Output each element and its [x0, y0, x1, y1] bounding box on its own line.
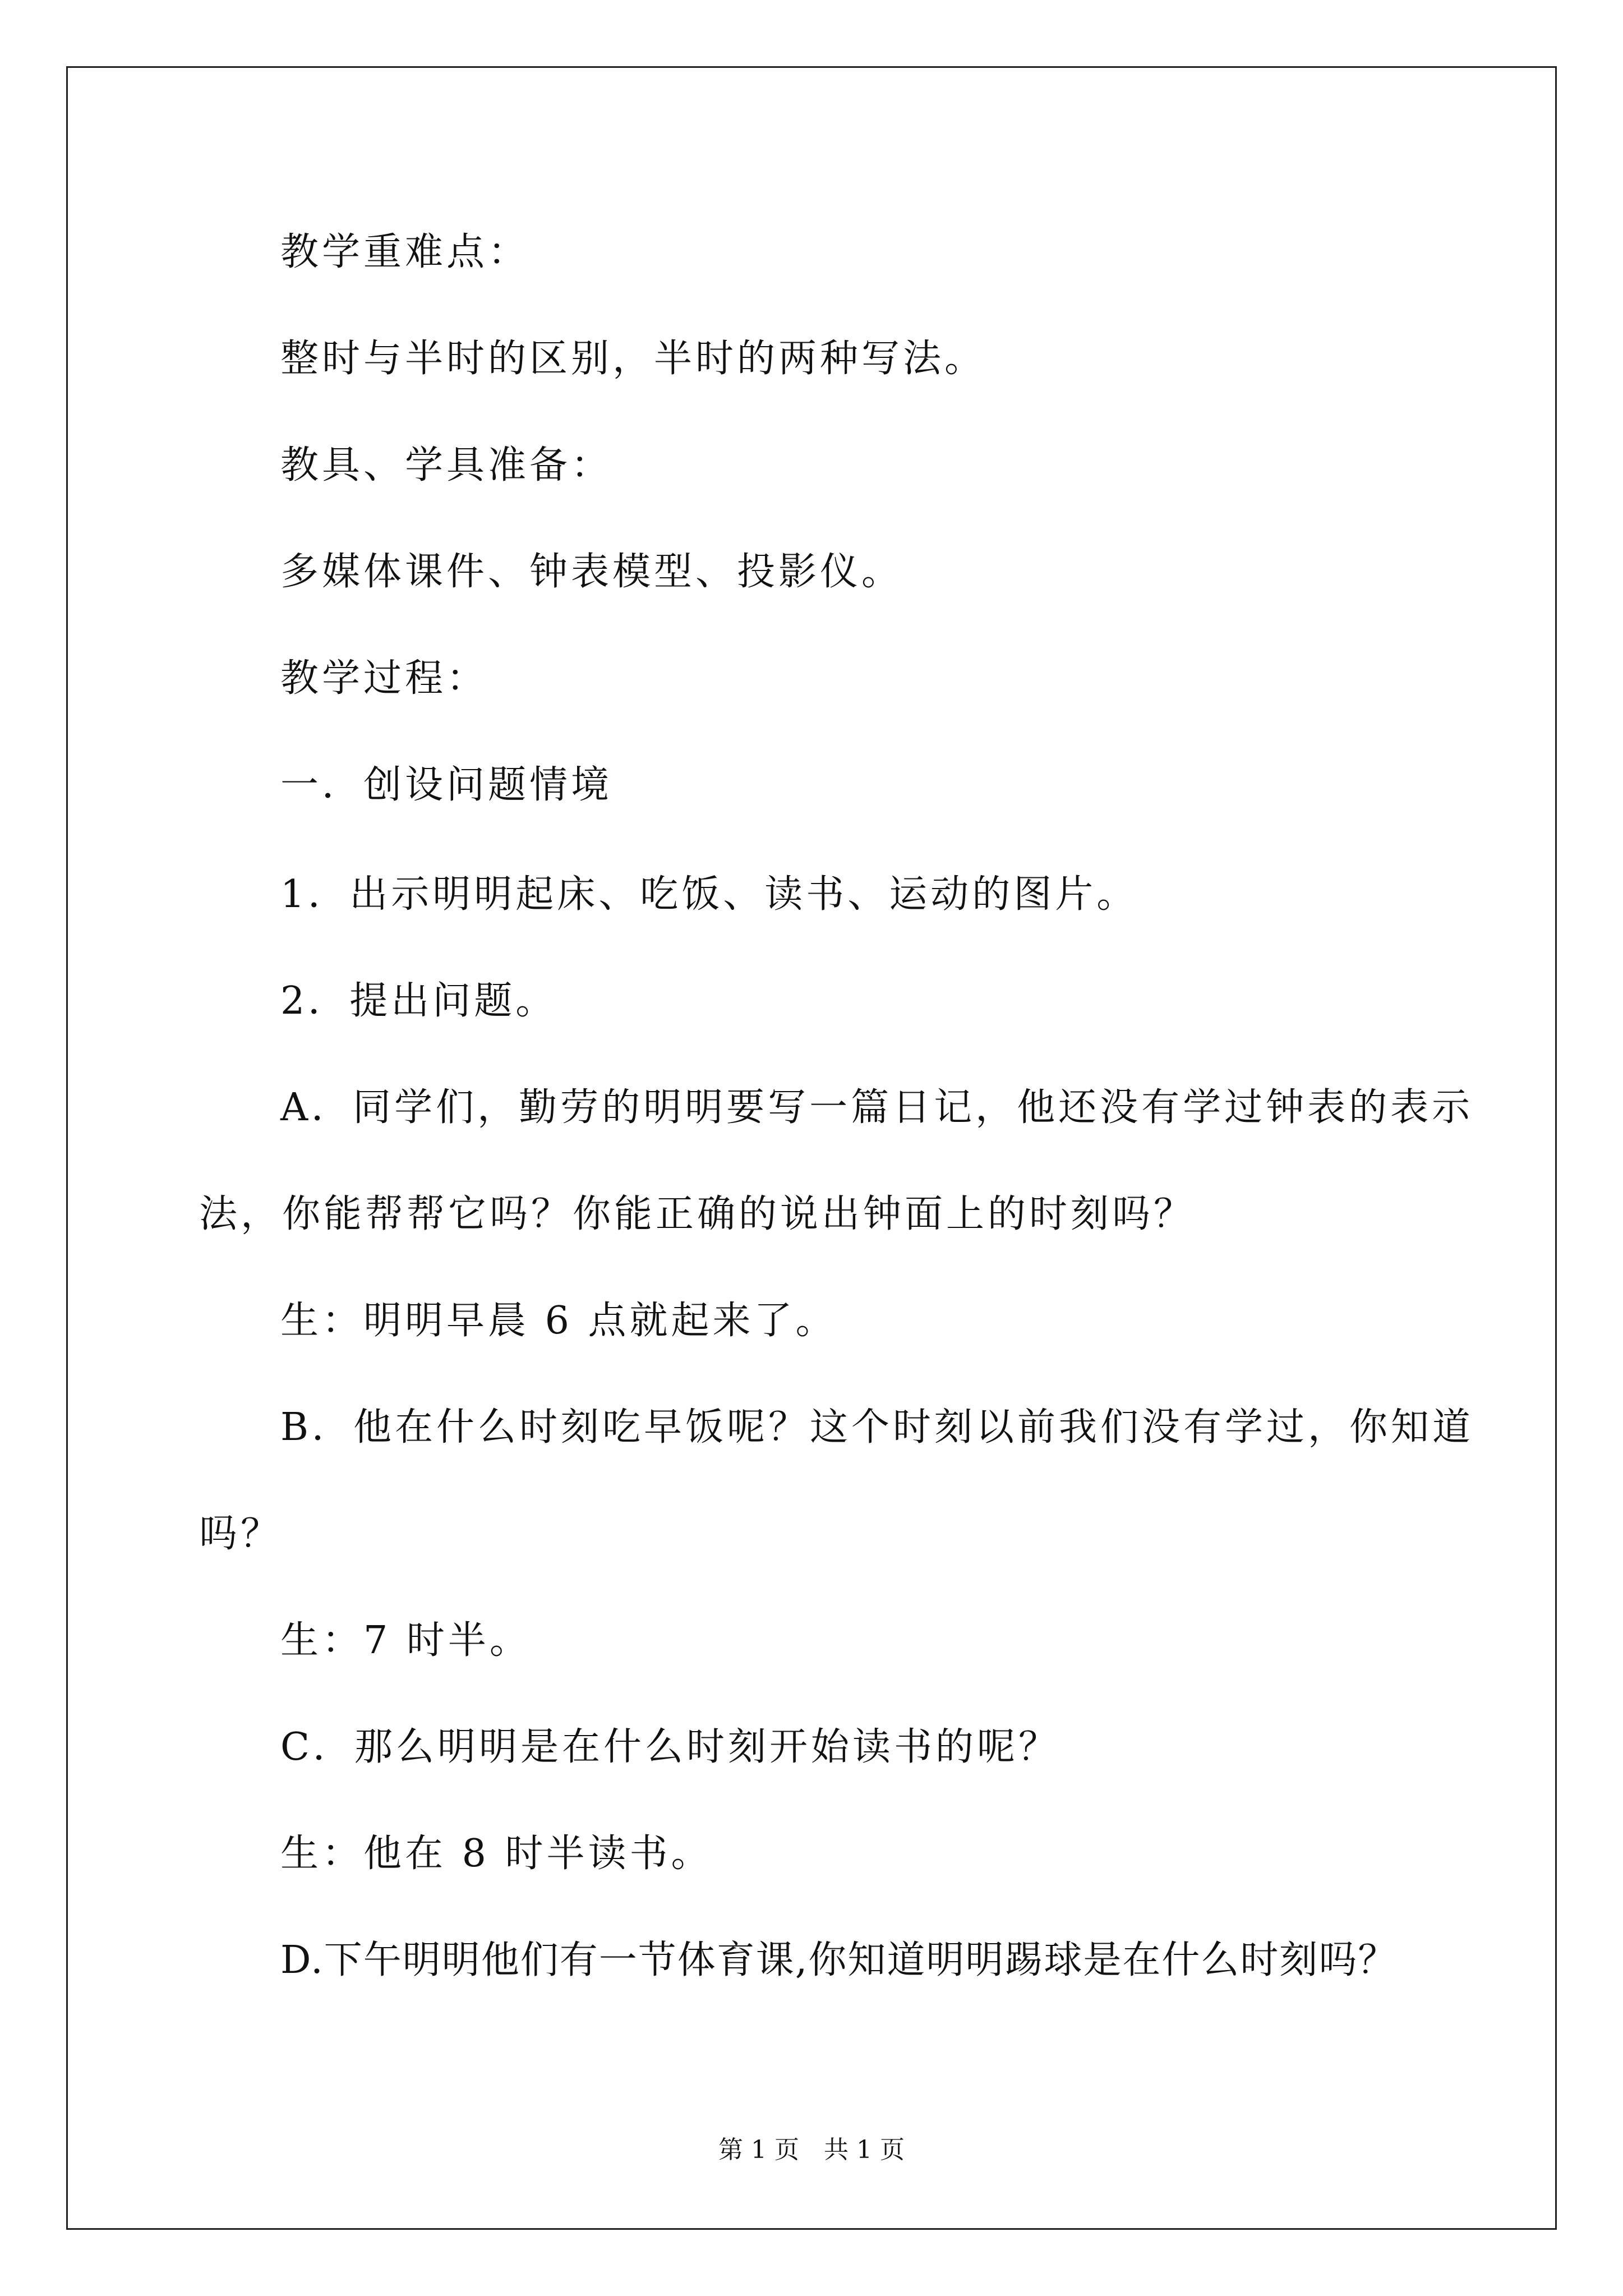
text-line: 1．出示明明起床、吃饭、读书、运动的图片。: [280, 872, 1138, 917]
text-line: 整时与半时的区别，半时的两种写法。: [280, 337, 986, 381]
text-line: D.下午明明他们有一节体育课,你知道明明踢球是在什么时刻吗？: [280, 1938, 1398, 1982]
text-line: 多媒体课件、钟表模型、投影仪。: [280, 550, 903, 594]
text-line: 2．提出问题。: [280, 979, 557, 1023]
text-line: 吗？: [199, 1512, 283, 1556]
text-line: 法，你能帮帮它吗？你能正确的说出钟面上的时刻吗？: [199, 1192, 1196, 1236]
text-line: 生：明明早晨 6 点就起来了。: [280, 1299, 837, 1343]
text-line: A．同学们，勤劳的明明要写一篇日记，他还没有学过钟表的表示: [280, 1085, 1474, 1130]
text-line: 生：7 时半。: [280, 1618, 531, 1663]
text-line: 一．创设问题情境: [280, 763, 613, 807]
text-line: B．他在什么时刻吃早饭呢？这个时刻以前我们没有学过，你知道: [280, 1405, 1474, 1450]
text-line: 教具、学具准备：: [280, 443, 613, 487]
text-line: C．那么明明是在什么时刻开始读书的呢？: [280, 1725, 1061, 1769]
page-border: [66, 66, 1557, 2230]
page-footer: 第 1 页 共 1 页: [718, 2136, 905, 2164]
text-line: 教学重难点：: [280, 230, 530, 274]
text-line: 生：他在 8 时半读书。: [280, 1832, 713, 1876]
text-line: 教学过程：: [280, 656, 488, 701]
